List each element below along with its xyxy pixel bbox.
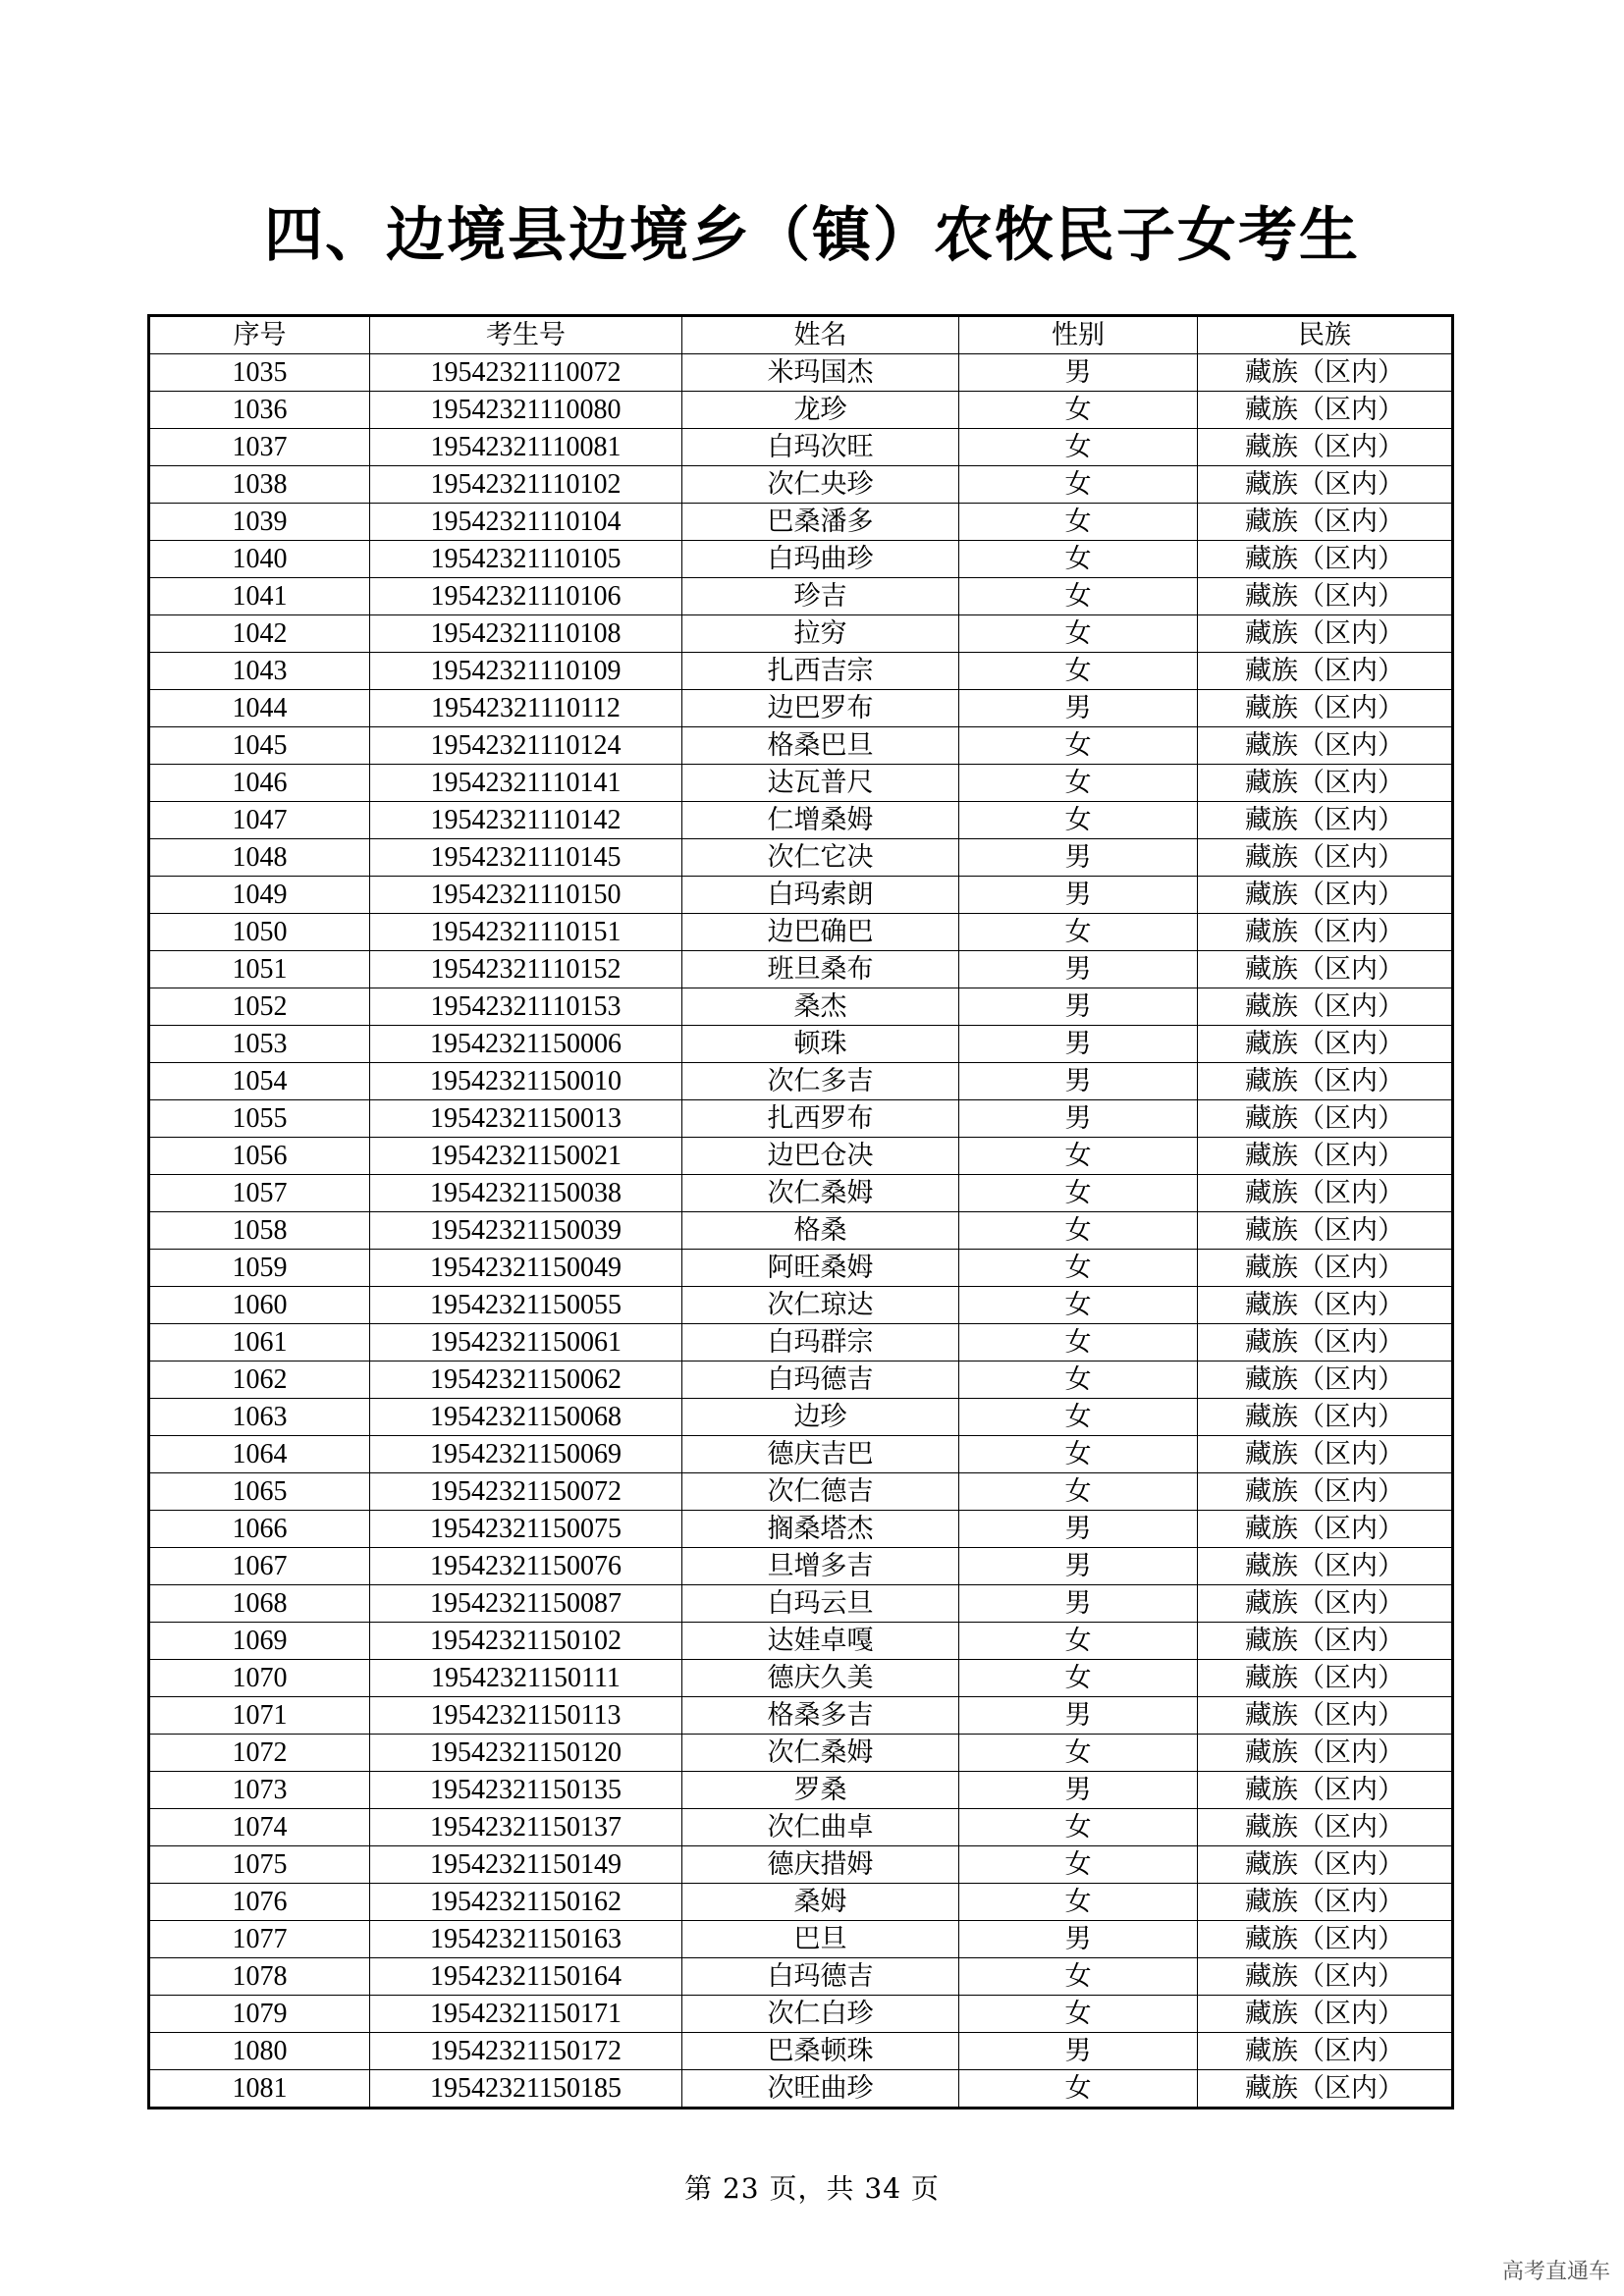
name-cell: 桑杰 [682, 988, 959, 1026]
name-cell: 扎西吉宗 [682, 653, 959, 690]
exam-id-cell: 19542321150069 [370, 1436, 682, 1473]
ethnicity-cell: 藏族（区内） [1198, 1846, 1453, 1884]
index-cell: 1055 [149, 1100, 370, 1138]
table-row [149, 1921, 1453, 1958]
exam-id-cell: 19542321150137 [370, 1809, 682, 1846]
table-row [149, 1287, 1453, 1324]
table-row [149, 1958, 1453, 1996]
table-row [149, 2070, 1453, 2109]
table-row [149, 1138, 1453, 1175]
gender-cell: 男 [959, 690, 1198, 727]
ethnicity-cell: 藏族（区内） [1198, 877, 1453, 914]
name-cell: 珍吉 [682, 578, 959, 615]
name-cell: 仁增桑姆 [682, 802, 959, 839]
index-cell: 1074 [149, 1809, 370, 1846]
index-cell: 1062 [149, 1362, 370, 1399]
gender-cell: 女 [959, 1287, 1198, 1324]
name-cell: 次仁多吉 [682, 1063, 959, 1100]
name-cell: 阿旺桑姆 [682, 1250, 959, 1287]
ethnicity-cell: 藏族（区内） [1198, 1175, 1453, 1212]
gender-cell: 男 [959, 1548, 1198, 1585]
gender-cell: 女 [959, 1809, 1198, 1846]
gender-cell: 男 [959, 951, 1198, 988]
name-cell: 旦增多吉 [682, 1548, 959, 1585]
index-cell: 1058 [149, 1212, 370, 1250]
exam-id-cell: 19542321150162 [370, 1884, 682, 1921]
table-row [149, 802, 1453, 839]
ethnicity-cell: 藏族（区内） [1198, 1287, 1453, 1324]
index-cell: 1040 [149, 541, 370, 578]
table-row [149, 877, 1453, 914]
page-title: 四、边境县边境乡（镇）农牧民子女考生 [264, 201, 1360, 270]
ethnicity-cell: 藏族（区内） [1198, 988, 1453, 1026]
name-cell: 边巴仓决 [682, 1138, 959, 1175]
gender-cell: 男 [959, 1697, 1198, 1735]
gender-cell: 女 [959, 1958, 1198, 1996]
index-cell: 1042 [149, 615, 370, 653]
exam-id-cell: 19542321110102 [370, 466, 682, 504]
name-cell: 白玛德吉 [682, 1362, 959, 1399]
ethnicity-cell: 藏族（区内） [1198, 1921, 1453, 1958]
gender-cell: 女 [959, 1996, 1198, 2033]
exam-id-cell: 19542321150013 [370, 1100, 682, 1138]
ethnicity-cell: 藏族（区内） [1198, 1697, 1453, 1735]
index-cell: 1064 [149, 1436, 370, 1473]
name-cell: 拉穷 [682, 615, 959, 653]
exam-id-cell: 19542321150102 [370, 1623, 682, 1660]
roster-table [147, 314, 1454, 2109]
table-row [149, 839, 1453, 877]
index-cell: 1046 [149, 765, 370, 802]
gender-cell: 女 [959, 1884, 1198, 1921]
ethnicity-cell: 藏族（区内） [1198, 392, 1453, 429]
name-cell: 罗桑 [682, 1772, 959, 1809]
index-cell: 1050 [149, 914, 370, 951]
index-cell: 1036 [149, 392, 370, 429]
gender-cell: 男 [959, 1772, 1198, 1809]
table-row [149, 1362, 1453, 1399]
gender-cell: 男 [959, 839, 1198, 877]
exam-id-cell: 19542321150164 [370, 1958, 682, 1996]
ethnicity-cell: 藏族（区内） [1198, 354, 1453, 392]
gender-cell: 女 [959, 1212, 1198, 1250]
index-cell: 1039 [149, 504, 370, 541]
exam-id-cell: 19542321110151 [370, 914, 682, 951]
gender-cell: 男 [959, 1511, 1198, 1548]
name-cell: 龙珍 [682, 392, 959, 429]
gender-cell: 女 [959, 1175, 1198, 1212]
name-cell: 次仁它决 [682, 839, 959, 877]
gender-cell: 女 [959, 1362, 1198, 1399]
exam-id-cell: 19542321150076 [370, 1548, 682, 1585]
exam-id-cell: 19542321150061 [370, 1324, 682, 1362]
exam-id-cell: 19542321150120 [370, 1735, 682, 1772]
table-row [149, 1735, 1453, 1772]
ethnicity-cell: 藏族（区内） [1198, 1585, 1453, 1623]
index-cell: 1054 [149, 1063, 370, 1100]
table-row [149, 2033, 1453, 2070]
exam-id-cell: 19542321110106 [370, 578, 682, 615]
ethnicity-cell: 藏族（区内） [1198, 653, 1453, 690]
gender-cell: 女 [959, 392, 1198, 429]
table-row [149, 1697, 1453, 1735]
exam-id-cell: 19542321150113 [370, 1697, 682, 1735]
name-cell: 格桑 [682, 1212, 959, 1250]
name-cell: 次仁琼达 [682, 1287, 959, 1324]
name-cell: 米玛国杰 [682, 354, 959, 392]
ethnicity-cell: 藏族（区内） [1198, 1511, 1453, 1548]
table-row [149, 988, 1453, 1026]
gender-cell: 女 [959, 1399, 1198, 1436]
gender-cell: 男 [959, 1585, 1198, 1623]
table-row [149, 429, 1453, 466]
table-body [149, 354, 1453, 2109]
name-cell: 边巴确巴 [682, 914, 959, 951]
gender-cell: 男 [959, 988, 1198, 1026]
index-cell: 1071 [149, 1697, 370, 1735]
name-cell: 德庆久美 [682, 1660, 959, 1697]
column-header-exam-id: 考生号 [370, 316, 682, 354]
ethnicity-cell: 藏族（区内） [1198, 504, 1453, 541]
name-cell: 达娃卓嘎 [682, 1623, 959, 1660]
name-cell: 白玛群宗 [682, 1324, 959, 1362]
table-row [149, 914, 1453, 951]
gender-cell: 女 [959, 765, 1198, 802]
index-cell: 1035 [149, 354, 370, 392]
name-cell: 班旦桑布 [682, 951, 959, 988]
gender-cell: 女 [959, 615, 1198, 653]
exam-id-cell: 19542321150149 [370, 1846, 682, 1884]
exam-id-cell: 19542321150171 [370, 1996, 682, 2033]
name-cell: 白玛次旺 [682, 429, 959, 466]
table-row [149, 541, 1453, 578]
roster-table-container [147, 314, 1454, 2109]
name-cell: 巴桑潘多 [682, 504, 959, 541]
ethnicity-cell: 藏族（区内） [1198, 1100, 1453, 1138]
gender-cell: 男 [959, 1026, 1198, 1063]
table-row [149, 1623, 1453, 1660]
table-row [149, 1846, 1453, 1884]
ethnicity-cell: 藏族（区内） [1198, 1138, 1453, 1175]
index-cell: 1053 [149, 1026, 370, 1063]
table-row [149, 1511, 1453, 1548]
gender-cell: 男 [959, 1063, 1198, 1100]
gender-cell: 女 [959, 653, 1198, 690]
table-row [149, 1884, 1453, 1921]
table-row [149, 1996, 1453, 2033]
index-cell: 1080 [149, 2033, 370, 2070]
gender-cell: 女 [959, 1436, 1198, 1473]
exam-id-cell: 19542321110142 [370, 802, 682, 839]
index-cell: 1051 [149, 951, 370, 988]
ethnicity-cell: 藏族（区内） [1198, 1212, 1453, 1250]
ethnicity-cell: 藏族（区内） [1198, 1026, 1453, 1063]
exam-id-cell: 19542321110104 [370, 504, 682, 541]
index-cell: 1061 [149, 1324, 370, 1362]
ethnicity-cell: 藏族（区内） [1198, 1772, 1453, 1809]
index-cell: 1069 [149, 1623, 370, 1660]
gender-cell: 女 [959, 2070, 1198, 2109]
index-cell: 1081 [149, 2070, 370, 2109]
name-cell: 白玛德吉 [682, 1958, 959, 1996]
index-cell: 1067 [149, 1548, 370, 1585]
ethnicity-cell: 藏族（区内） [1198, 578, 1453, 615]
table-row [149, 653, 1453, 690]
name-cell: 次仁德吉 [682, 1473, 959, 1511]
exam-id-cell: 19542321110145 [370, 839, 682, 877]
table-row [149, 392, 1453, 429]
ethnicity-cell: 藏族（区内） [1198, 541, 1453, 578]
exam-id-cell: 19542321110124 [370, 727, 682, 765]
name-cell: 边巴罗布 [682, 690, 959, 727]
name-cell: 格桑多吉 [682, 1697, 959, 1735]
exam-id-cell: 19542321110108 [370, 615, 682, 653]
ethnicity-cell: 藏族（区内） [1198, 1958, 1453, 1996]
gender-cell: 男 [959, 877, 1198, 914]
ethnicity-cell: 藏族（区内） [1198, 1996, 1453, 2033]
index-cell: 1057 [149, 1175, 370, 1212]
table-header-row [149, 316, 1453, 354]
gender-cell: 女 [959, 802, 1198, 839]
gender-cell: 女 [959, 1735, 1198, 1772]
exam-id-cell: 19542321150010 [370, 1063, 682, 1100]
name-cell: 德庆措姆 [682, 1846, 959, 1884]
ethnicity-cell: 藏族（区内） [1198, 1063, 1453, 1100]
gender-cell: 女 [959, 504, 1198, 541]
name-cell: 白玛索朗 [682, 877, 959, 914]
gender-cell: 男 [959, 1100, 1198, 1138]
index-cell: 1044 [149, 690, 370, 727]
column-header-ethnicity: 民族 [1198, 316, 1453, 354]
exam-id-cell: 19542321150021 [370, 1138, 682, 1175]
name-cell: 次仁桑姆 [682, 1175, 959, 1212]
name-cell: 搁桑塔杰 [682, 1511, 959, 1548]
gender-cell: 男 [959, 2033, 1198, 2070]
table-row [149, 1100, 1453, 1138]
table-row [149, 615, 1453, 653]
name-cell: 桑姆 [682, 1884, 959, 1921]
ethnicity-cell: 藏族（区内） [1198, 1735, 1453, 1772]
gender-cell: 女 [959, 727, 1198, 765]
index-cell: 1076 [149, 1884, 370, 1921]
exam-id-cell: 19542321150062 [370, 1362, 682, 1399]
index-cell: 1060 [149, 1287, 370, 1324]
table-row [149, 1809, 1453, 1846]
index-cell: 1047 [149, 802, 370, 839]
exam-id-cell: 19542321110153 [370, 988, 682, 1026]
exam-id-cell: 19542321150049 [370, 1250, 682, 1287]
watermark-logo-text: 高考直通车 [1501, 2260, 1610, 2284]
gender-cell: 女 [959, 541, 1198, 578]
name-cell: 格桑巴旦 [682, 727, 959, 765]
name-cell: 次仁桑姆 [682, 1735, 959, 1772]
ethnicity-cell: 藏族（区内） [1198, 765, 1453, 802]
index-cell: 1073 [149, 1772, 370, 1809]
table-row [149, 1063, 1453, 1100]
name-cell: 白玛云旦 [682, 1585, 959, 1623]
table-row [149, 1324, 1453, 1362]
ethnicity-cell: 藏族（区内） [1198, 802, 1453, 839]
exam-id-cell: 19542321150111 [370, 1660, 682, 1697]
table-row [149, 1026, 1453, 1063]
index-cell: 1045 [149, 727, 370, 765]
ethnicity-cell: 藏族（区内） [1198, 1809, 1453, 1846]
ethnicity-cell: 藏族（区内） [1198, 839, 1453, 877]
name-cell: 巴旦 [682, 1921, 959, 1958]
exam-id-cell: 19542321150039 [370, 1212, 682, 1250]
table-row [149, 1548, 1453, 1585]
column-header-index: 序号 [149, 316, 370, 354]
gender-cell: 女 [959, 1623, 1198, 1660]
ethnicity-cell: 藏族（区内） [1198, 2070, 1453, 2109]
exam-id-cell: 19542321150172 [370, 2033, 682, 2070]
ethnicity-cell: 藏族（区内） [1198, 1623, 1453, 1660]
ethnicity-cell: 藏族（区内） [1198, 1473, 1453, 1511]
table-row [149, 1436, 1453, 1473]
column-header-name: 姓名 [682, 316, 959, 354]
ethnicity-cell: 藏族（区内） [1198, 914, 1453, 951]
name-cell: 达瓦普尺 [682, 765, 959, 802]
exam-id-cell: 19542321150185 [370, 2070, 682, 2109]
name-cell: 巴桑顿珠 [682, 2033, 959, 2070]
index-cell: 1038 [149, 466, 370, 504]
page-number: 第 23 页，共 34 页 [684, 2172, 940, 2205]
ethnicity-cell: 藏族（区内） [1198, 1399, 1453, 1436]
table-row [149, 354, 1453, 392]
name-cell: 次旺曲珍 [682, 2070, 959, 2109]
name-cell: 边珍 [682, 1399, 959, 1436]
index-cell: 1075 [149, 1846, 370, 1884]
table-row [149, 1473, 1453, 1511]
name-cell: 顿珠 [682, 1026, 959, 1063]
name-cell: 扎西罗布 [682, 1100, 959, 1138]
table-row [149, 578, 1453, 615]
gender-cell: 女 [959, 1660, 1198, 1697]
index-cell: 1059 [149, 1250, 370, 1287]
ethnicity-cell: 藏族（区内） [1198, 1660, 1453, 1697]
gender-cell: 男 [959, 354, 1198, 392]
table-row [149, 1399, 1453, 1436]
index-cell: 1048 [149, 839, 370, 877]
gender-cell: 男 [959, 1921, 1198, 1958]
table-row [149, 690, 1453, 727]
exam-id-cell: 19542321150006 [370, 1026, 682, 1063]
index-cell: 1049 [149, 877, 370, 914]
table-row [149, 951, 1453, 988]
ethnicity-cell: 藏族（区内） [1198, 1884, 1453, 1921]
table-row [149, 1175, 1453, 1212]
ethnicity-cell: 藏族（区内） [1198, 429, 1453, 466]
ethnicity-cell: 藏族（区内） [1198, 1548, 1453, 1585]
index-cell: 1066 [149, 1511, 370, 1548]
exam-id-cell: 19542321150038 [370, 1175, 682, 1212]
table-row [149, 1212, 1453, 1250]
ethnicity-cell: 藏族（区内） [1198, 1324, 1453, 1362]
table-row [149, 504, 1453, 541]
exam-id-cell: 19542321150075 [370, 1511, 682, 1548]
index-cell: 1065 [149, 1473, 370, 1511]
index-cell: 1068 [149, 1585, 370, 1623]
exam-id-cell: 19542321110112 [370, 690, 682, 727]
name-cell: 次仁白珍 [682, 1996, 959, 2033]
gender-cell: 女 [959, 1324, 1198, 1362]
ethnicity-cell: 藏族（区内） [1198, 951, 1453, 988]
table-row [149, 765, 1453, 802]
name-cell: 次仁央珍 [682, 466, 959, 504]
exam-id-cell: 19542321150087 [370, 1585, 682, 1623]
index-cell: 1043 [149, 653, 370, 690]
index-cell: 1037 [149, 429, 370, 466]
ethnicity-cell: 藏族（区内） [1198, 1362, 1453, 1399]
exam-id-cell: 19542321150135 [370, 1772, 682, 1809]
index-cell: 1052 [149, 988, 370, 1026]
gender-cell: 女 [959, 429, 1198, 466]
gender-cell: 女 [959, 914, 1198, 951]
ethnicity-cell: 藏族（区内） [1198, 727, 1453, 765]
index-cell: 1070 [149, 1660, 370, 1697]
exam-id-cell: 19542321110152 [370, 951, 682, 988]
exam-id-cell: 19542321150072 [370, 1473, 682, 1511]
table-row [149, 1772, 1453, 1809]
table-row [149, 1585, 1453, 1623]
exam-id-cell: 19542321150163 [370, 1921, 682, 1958]
ethnicity-cell: 藏族（区内） [1198, 2033, 1453, 2070]
index-cell: 1056 [149, 1138, 370, 1175]
exam-id-cell: 19542321150055 [370, 1287, 682, 1324]
ethnicity-cell: 藏族（区内） [1198, 615, 1453, 653]
index-cell: 1078 [149, 1958, 370, 1996]
ethnicity-cell: 藏族（区内） [1198, 466, 1453, 504]
ethnicity-cell: 藏族（区内） [1198, 1436, 1453, 1473]
table-row [149, 466, 1453, 504]
gender-cell: 女 [959, 1846, 1198, 1884]
name-cell: 白玛曲珍 [682, 541, 959, 578]
exam-id-cell: 19542321110150 [370, 877, 682, 914]
index-cell: 1041 [149, 578, 370, 615]
gender-cell: 女 [959, 1250, 1198, 1287]
exam-id-cell: 19542321110081 [370, 429, 682, 466]
name-cell: 德庆吉巴 [682, 1436, 959, 1473]
table-row [149, 1660, 1453, 1697]
table-row [149, 1250, 1453, 1287]
gender-cell: 女 [959, 466, 1198, 504]
index-cell: 1063 [149, 1399, 370, 1436]
gender-cell: 女 [959, 1473, 1198, 1511]
ethnicity-cell: 藏族（区内） [1198, 1250, 1453, 1287]
gender-cell: 女 [959, 1138, 1198, 1175]
column-header-gender: 性别 [959, 316, 1198, 354]
ethnicity-cell: 藏族（区内） [1198, 690, 1453, 727]
index-cell: 1072 [149, 1735, 370, 1772]
exam-id-cell: 19542321110072 [370, 354, 682, 392]
exam-id-cell: 19542321150068 [370, 1399, 682, 1436]
gender-cell: 女 [959, 578, 1198, 615]
exam-id-cell: 19542321110105 [370, 541, 682, 578]
name-cell: 次仁曲卓 [682, 1809, 959, 1846]
exam-id-cell: 19542321110109 [370, 653, 682, 690]
table-row [149, 727, 1453, 765]
index-cell: 1077 [149, 1921, 370, 1958]
exam-id-cell: 19542321110141 [370, 765, 682, 802]
exam-id-cell: 19542321110080 [370, 392, 682, 429]
index-cell: 1079 [149, 1996, 370, 2033]
